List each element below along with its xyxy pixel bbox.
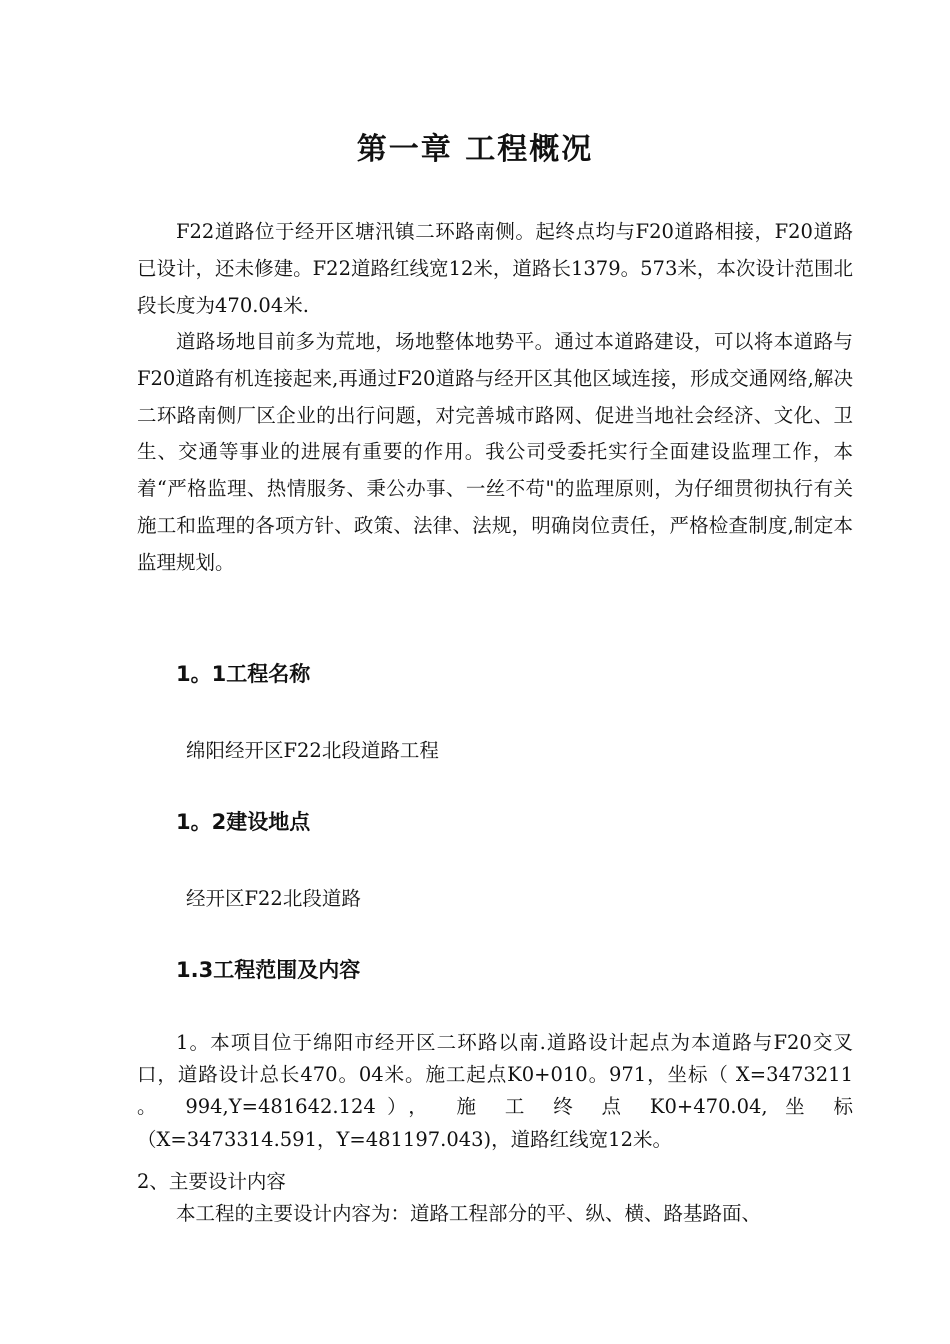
- section-heading-location: 1。2建设地点: [176, 810, 311, 834]
- project-name-text: 绵阳经开区F22北段道路工程: [186, 739, 439, 762]
- scope-item-2-text: 本工程的主要设计内容为：道路工程部分的平、纵、横、路基路面、: [176, 1202, 762, 1225]
- section-heading-scope: 1.3工程范围及内容: [176, 958, 361, 982]
- chapter-title: 第一章 工程概况: [356, 132, 594, 167]
- location-text: 经开区F22北段道路: [186, 887, 361, 910]
- scope-item-2-label: 2、主要设计内容: [137, 1170, 286, 1193]
- overview-paragraph-2: 道路场地目前多为荒地，场地整体地势平。通过本道路建设，可以将本道路与F20道路有机连接起来,再通过F20道路与经开区其他区域连接，形成交通网络,解决二环路南侧厂区企业的出行问题，对完善城市路网、促进当地社会经济、文化、卫生、交通等事业的进展有重要的作用。我公司受委托实行全面建设监理工作，本着“严格监理、热情服务、秉公办事、一丝不苟"的监理原则，为仔细贯彻执行有关施工和监理的各项方针、政策、法律、法规，明确岗位责任，严格检查制度,制定本监理规划。: [137, 330, 853, 574]
- section-heading-project-name: 1。1工程名称: [176, 662, 311, 686]
- scope-item-1: 1。本项目位于绵阳市经开区二环路以南.道路设计起点为本道路与F20交叉口，道路设计总长470。04米。施工起点K0+010。971，坐标（ X=3473211 。 994,Y=481642.124）， 施 工 终 点 K0+470.04, 坐 标（X=3473314.591，Y=481197.043)，道路红线宽12米。: [137, 1031, 853, 1151]
- overview-paragraph-1: F22道路位于经开区塘汛镇二环路南侧。起终点均与F20道路相接，F20道路已设计，还未修建。F22道路红线宽12米，道路长1379。573米，本次设计范围北段长度为470.04米.: [137, 220, 853, 317]
